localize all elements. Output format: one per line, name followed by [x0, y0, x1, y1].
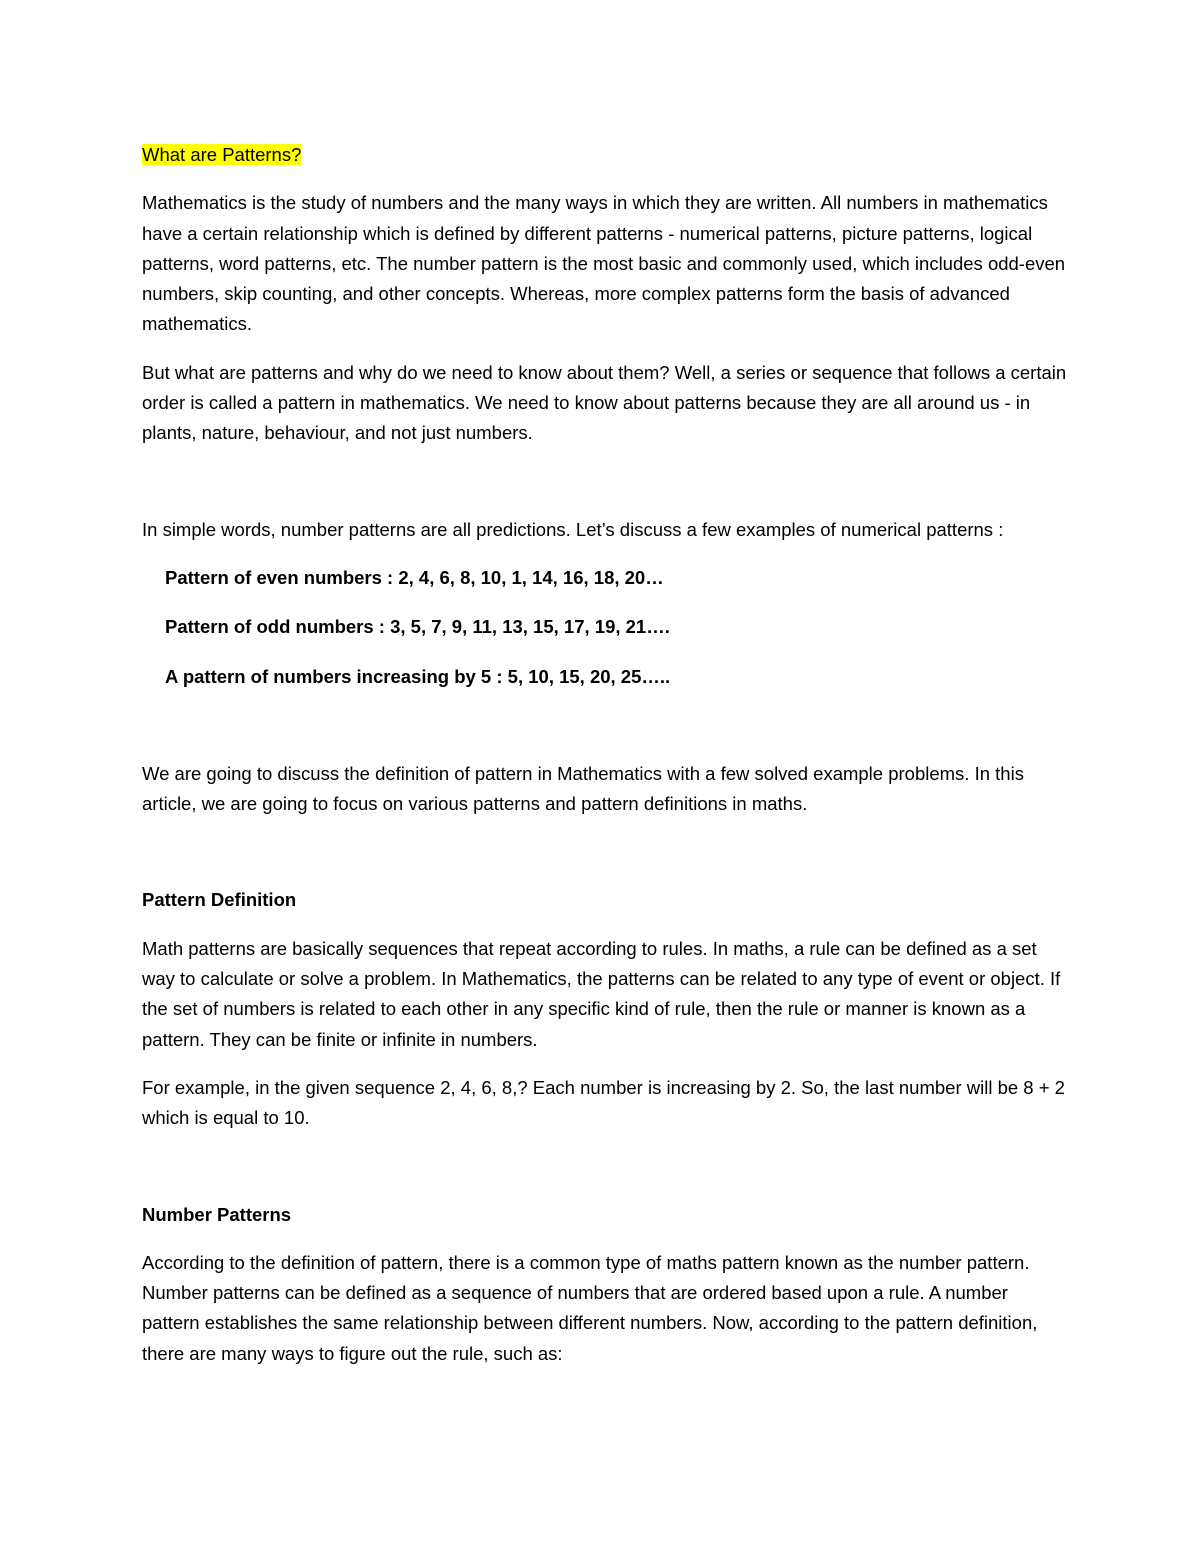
- pattern-definition-paragraph-2: For example, in the given sequence 2, 4, 6, 8,? Each number is increasing by 2. So, the last number will be 8 + 2 which is equal to 10.: [142, 1076, 1065, 1129]
- example-label: Pattern of odd numbers :: [165, 616, 385, 638]
- example-increase-by-5: [142, 662, 1067, 692]
- intro-paragraph-2: But what are patterns and why do we need to know about them? Well, a series or sequence that follows a certain order is called a pattern in mathematics. We need to know about patterns because they are all around us - in plants, nature, behaviour, and not just numbers.: [142, 361, 1067, 444]
- example-even: [142, 563, 1067, 593]
- spacer: [142, 467, 1067, 515]
- example-value: 5, 10, 15, 20, 25…..: [502, 665, 671, 687]
- spacer: [142, 711, 1067, 759]
- spacer: [142, 1152, 1067, 1200]
- page-title: What are Patterns?: [142, 144, 302, 165]
- example-odd: [142, 612, 1067, 642]
- example-label: A pattern of numbers increasing by 5 :: [165, 665, 503, 687]
- pattern-definition-heading: Pattern Definition: [142, 889, 297, 911]
- number-patterns-paragraph-1: According to the definition of pattern, there is a common type of maths pattern known as the number pattern. Number patterns can be defined as a sequence of numbers that are ordered based upon a rule. A number pattern establishes the same relationship between different numbers. Now, according to the pattern definition, there are many ways to figure out the rule, such as:: [142, 1251, 1038, 1364]
- examples-intro: In simple words, number patterns are all predictions. Let’s discuss a few examples of numerical patterns :: [142, 518, 1004, 540]
- title-paragraph: [142, 140, 1067, 170]
- example-value: 2, 4, 6, 8, 10, 1, 14, 16, 18, 20…: [393, 566, 664, 588]
- example-value: 3, 5, 7, 9, 11, 13, 15, 17, 19, 21….: [384, 616, 670, 638]
- pattern-definition-paragraph-1: Math patterns are basically sequences that repeat according to rules. In maths, a rule can be defined as a set way to calculate or solve a problem. In Mathematics, the patterns can be related to any type of event or object. If the set of numbers is related to each other in any specific kind of rule, then the rule or manner is known as a pattern. They can be finite or infinite in numbers.: [142, 937, 1061, 1050]
- example-label: Pattern of even numbers :: [165, 566, 394, 588]
- intro-paragraph-1: Mathematics is the study of numbers and the many ways in which they are written. All numbers in mathematics have a certain relationship which is defined by different patterns - numerical patterns, picture patterns, logical patterns, word patterns, etc. The number pattern is the most basic and commonly used, which includes odd-even numbers, skip counting, and other concepts. Whereas, more complex patterns form the basis of advanced mathematics.: [142, 192, 1066, 335]
- spacer: [142, 837, 1067, 885]
- document-body: [142, 140, 1067, 1387]
- number-patterns-heading: Number Patterns: [142, 1203, 292, 1225]
- discussion-paragraph: We are going to discuss the definition of pattern in Mathematics with a few solved example problems. In this article, we are going to focus on various patterns and pattern definitions in maths.: [142, 762, 1024, 815]
